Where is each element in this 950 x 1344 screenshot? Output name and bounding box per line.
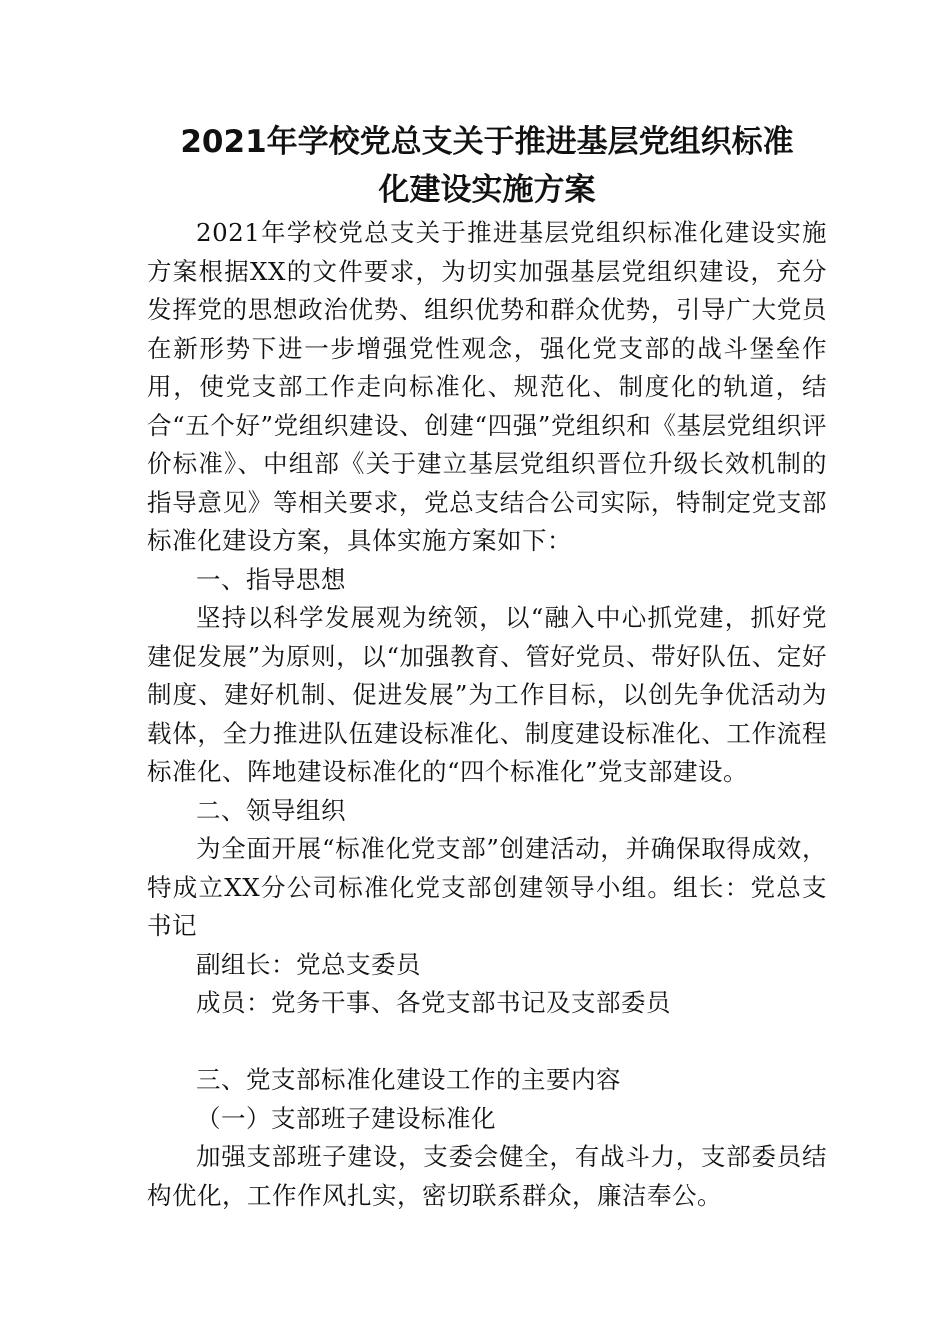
title-line-2: 化建设实施方案 [378, 172, 596, 208]
title-line-1: 2021年学校党总支关于推进基层党组织标准 [180, 124, 794, 160]
guiding-ideology-paragraph: 坚持以科学发展观为统领，以“融入中心抓党建，抓好党建促发展”为原则，以“加强教育、管好党员、带好队伍、定好制度、建好机制、促进发展”为工作目标，以创先争优活动为载体，全力推进队伍建设标准化、制度建设标准化、工作流程标准化、阵地建设标准化的“四个标准化”党支部建设。 [147, 603, 827, 786]
deputy-leader-line: 副组长：党总支委员 [196, 949, 421, 979]
blank-line [147, 1023, 827, 1062]
section-heading-guiding-ideology: 一、指导思想 [196, 564, 346, 594]
document-title [147, 118, 827, 214]
document-body [147, 214, 827, 1215]
subsection-heading-team-building: （一）支部班子建设标准化 [196, 1103, 496, 1133]
members-line: 成员：党务干事、各党支部书记及支部委员 [196, 988, 671, 1017]
document-page [147, 118, 827, 1215]
team-building-paragraph: 加强支部班子建设，支委会健全，有战斗力，支部委员结构优化，工作作风扎实，密切联系群众，廉洁奉公。 [147, 1142, 827, 1210]
leadership-paragraph: 为全面开展“标准化党支部”创建活动，并确保取得成效，特成立XX分公司标准化党支部创建领导小组。组长：党总支书记 [147, 834, 827, 940]
section-heading-leadership: 二、领导组织 [196, 795, 346, 825]
intro-paragraph: 2021年学校党总支关于推进基层党组织标准化建设实施方案根据XX的文件要求，为切实加强基层党组织建设，充分发挥党的思想政治优势、组织优势和群众优势，引导广大党员在新形势下进一步增强党性观念，强化党支部的战斗堡垒作用，使党支部工作走向标准化、规范化、制度化的轨道，结合“五个好”党组织建设、创建“四强”党组织和《基层党组织评价标准》、中组部《关于建立基层党组织晋位升级长效机制的指导意见》等相关要求，党总支结合公司实际，特制定党支部标准化建设方案，具体实施方案如下： [147, 218, 827, 555]
section-heading-main-content: 三、党支部标准化建设工作的主要内容 [196, 1065, 621, 1094]
